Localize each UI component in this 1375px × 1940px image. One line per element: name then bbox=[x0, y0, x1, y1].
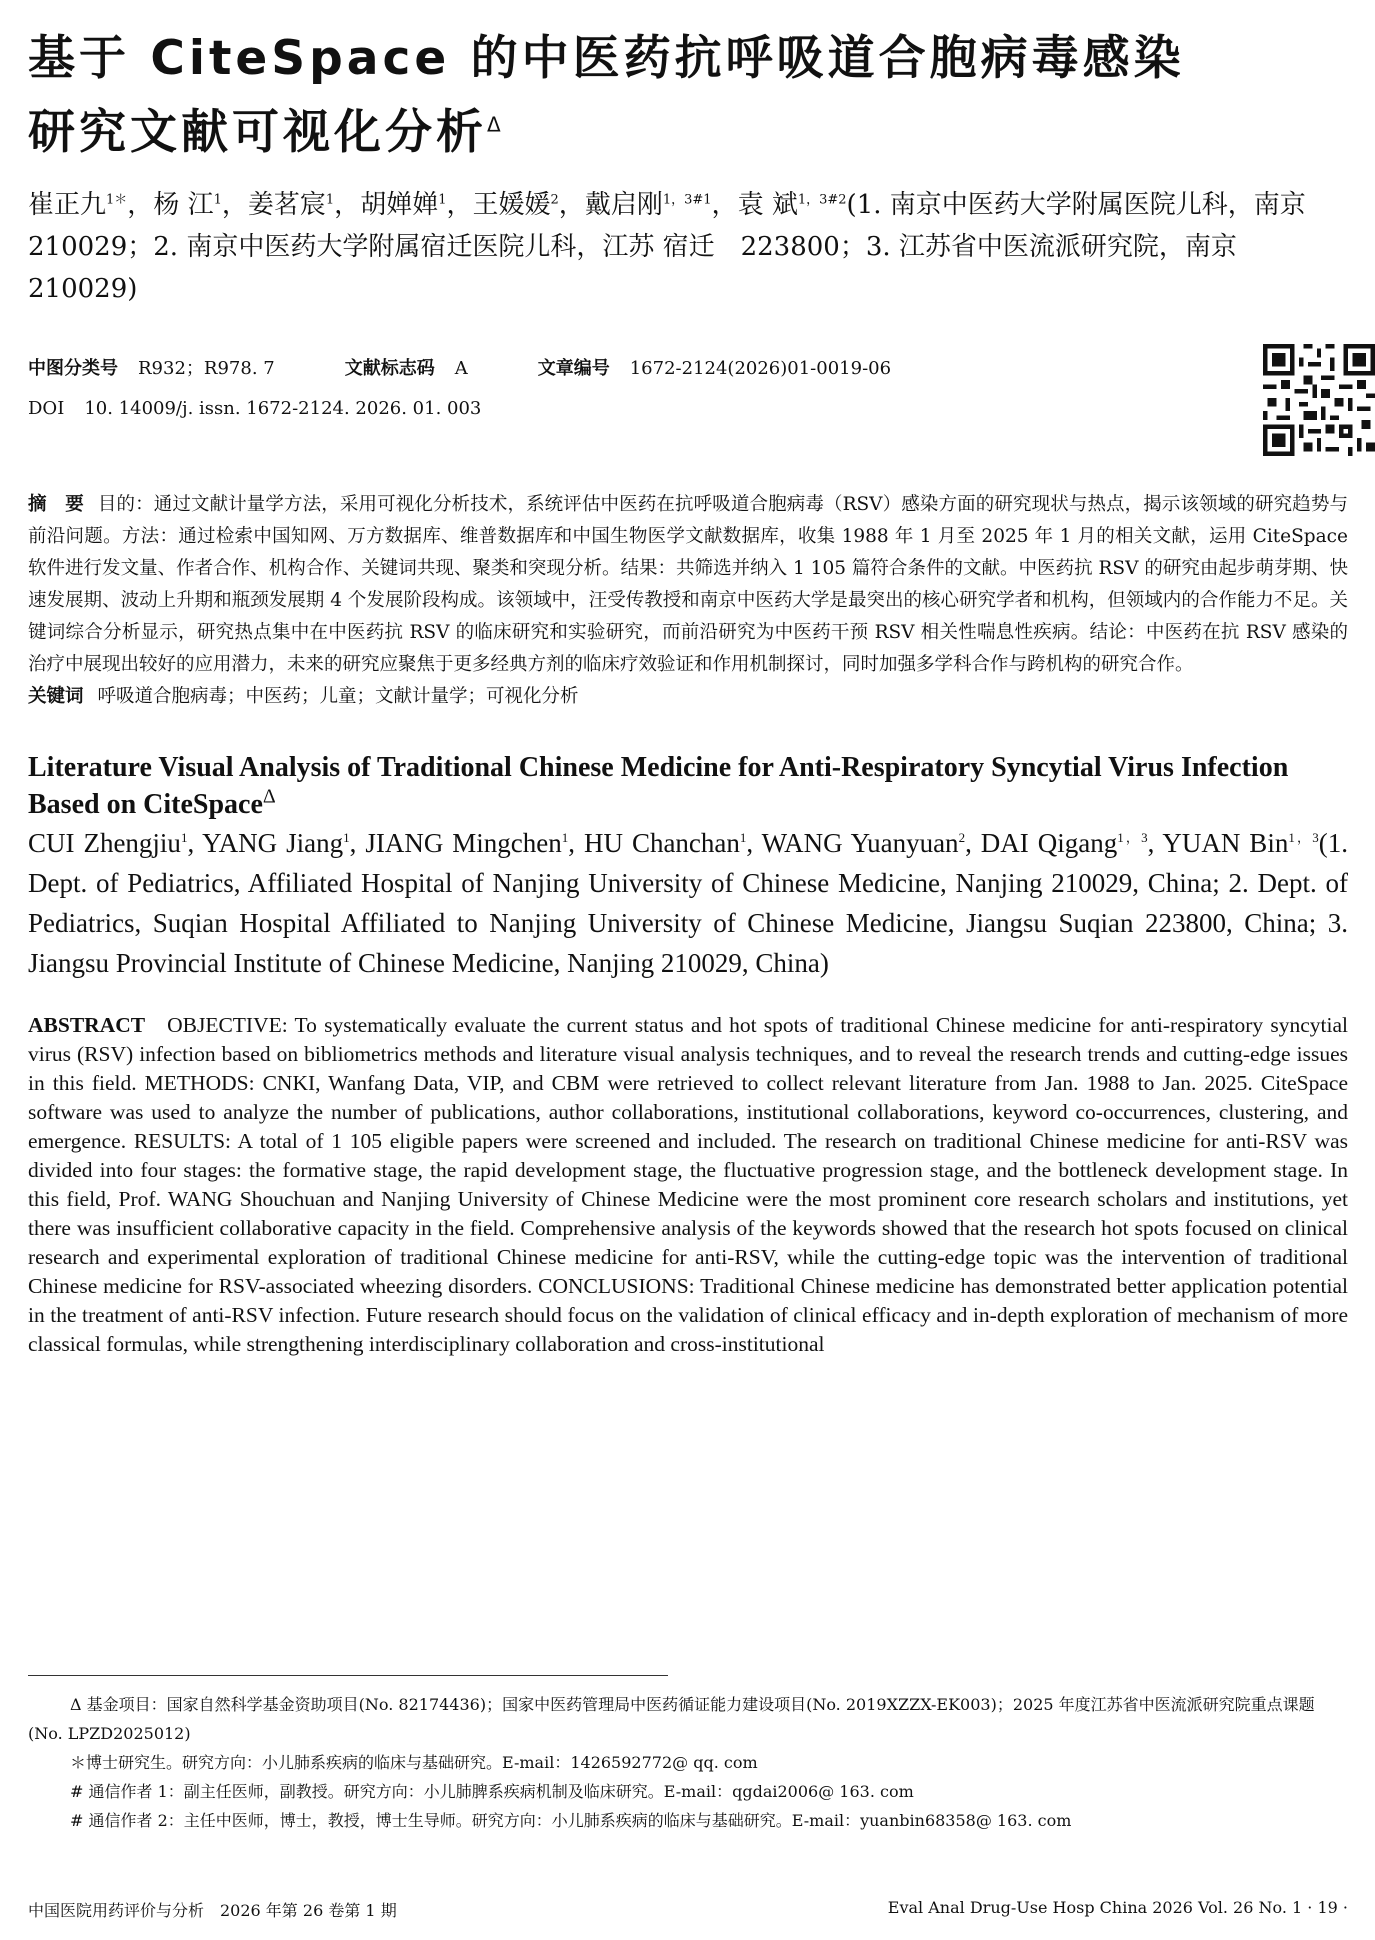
author-en-name: YANG Jiang bbox=[202, 828, 344, 858]
clc-label: 中图分类号 bbox=[28, 358, 118, 379]
doi-value: 10. 14009/j. issn. 1672-2124. 2026. 01. 003 bbox=[84, 398, 482, 419]
keywords-cn bbox=[28, 681, 1348, 713]
author-en-sup: 1，3 bbox=[1117, 830, 1148, 845]
author-cn-sup: 1 bbox=[213, 192, 222, 208]
title-en-text: Literature Visual Analysis of Traditional Chinese Medicine for Anti-Respiratory Syncytial Virus Infection Based on CiteSpace bbox=[28, 752, 1289, 820]
abstract-en bbox=[28, 1011, 1348, 1359]
footnote-rule bbox=[28, 1675, 668, 1676]
footnote-corresponding-1: # 通信作者 1：副主任医师，副教授。研究方向：小儿肺脾系疾病机制及临床研究。E-mail：qgdai2006@ 163. com bbox=[70, 1782, 914, 1801]
page-footer bbox=[28, 1898, 1348, 1921]
author-en-sup: 1 bbox=[561, 830, 569, 845]
abstract-en-text: OBJECTIVE: To systematically evaluate the current status and hot spots of traditional Chinese medicine for anti-respiratory syncytial virus (RSV) infection based on bibliometrics methods and literature visual analysis techniques, and to reveal the research trends and cutting-edge issues in this field. METHODS: CNKI, Wanfang Data, VIP, and CBM were retrieved to collect relevant literature from Jan. 1988 to Jan. 2025. CiteSpace software was used to analyze the number of publications, author collaborations, institutional collaborations, keyword co-occurrences, clustering, and emergence. RESULTS: A total of 1 105 eligible papers were screened and included. The research on traditional Chinese medicine for anti-RSV was divided into four stages: the formative stage, the rapid development stage, the fluctuative progression stage, and the bottleneck development stage. In this field, Prof. WANG Shouchuan and Nanjing University of Chinese Medicine were the most prominent core research scholars and institutions, yet there was insufficient collaborative capacity in the field. Comprehensive analysis of the keywords showed that the research hot spots focused on clinical research and experimental exploration of traditional Chinese medicine for anti-RSV, while the cutting-edge topic was the intervention of traditional Chinese medicine for RSV-associated wheezing disorders. CONCLUSIONS: Traditional Chinese medicine has demonstrated better application potential in the treatment of anti-RSV infection. Future research should focus on the validation of clinical efficacy and in-depth exploration of mechanism of more classical formulas, while strengthening interdisciplinary collaboration and cross-institutional bbox=[28, 1013, 1348, 1356]
clc-value: R932；R978. 7 bbox=[138, 358, 275, 379]
author-cn-name: 姜茗宸 bbox=[247, 190, 326, 220]
author-cn-sup: 2 bbox=[550, 192, 559, 208]
authors-en-block bbox=[28, 823, 1348, 983]
keywords-cn-text: 呼吸道合胞病毒；中医药；儿童；文献计量学；可视化分析 bbox=[97, 686, 579, 707]
article-no-value: 1672-2124(2026)01-0019-06 bbox=[629, 358, 892, 379]
author-cn-sup: 1＊ bbox=[106, 192, 128, 208]
author-en-sup: 1 bbox=[180, 830, 188, 845]
author-cn-name: 戴启刚 bbox=[584, 190, 663, 220]
author-en-name: JIANG Mingchen bbox=[365, 828, 562, 858]
authors-en-list: CUI Zhengjiu$^1$, YANG Jiang$^1$, JIANG Mingchen$^1$, HU Chanchan$^1$, WANG Yuanyuan$^2$, DAI Qigang$^{1,3}$, YUAN Bin$^{1,3}$ bbox=[28, 828, 1319, 858]
abstract-cn-label: 摘 要 bbox=[28, 494, 84, 515]
footnote-corresponding-2: # 通信作者 2：主任中医师，博士，教授，博士生导师。研究方向：小儿肺系疾病的临床与基础研究。E-mail：yuanbin68358@ 163. com bbox=[70, 1811, 1072, 1830]
title-en-mark: Δ bbox=[262, 785, 276, 808]
title-cn-line1: 基于 CiteSpace 的中医药抗呼吸道合胞病毒感染 bbox=[28, 31, 1185, 86]
doc-code-value: A bbox=[454, 358, 468, 379]
author-en-sup: 1，3 bbox=[1288, 830, 1319, 845]
author-cn-name: 杨 江 bbox=[153, 190, 214, 220]
author-en-name: DAI Qigang bbox=[980, 828, 1118, 858]
abstract-cn bbox=[28, 489, 1348, 681]
footnote-author: ＊博士研究生。研究方向：小儿肺系疾病的临床与基础研究。E-mail：1426592772@ qq. com bbox=[70, 1753, 758, 1772]
doc-code-label: 文献标志码 bbox=[344, 358, 435, 379]
author-cn-name: 王媛媛 bbox=[472, 190, 551, 220]
author-en-sup: 1 bbox=[343, 830, 350, 845]
footnotes bbox=[28, 1690, 1348, 1835]
article-page bbox=[28, 22, 1348, 1359]
author-en-name: HU Chanchan bbox=[583, 828, 740, 858]
author-cn-sup: 1，3#2 bbox=[797, 192, 847, 208]
title-cn-line2: 研究文献可视化分析 bbox=[28, 105, 487, 160]
keywords-cn-label: 关键词 bbox=[28, 686, 84, 707]
author-cn-sup: 1，3#1 bbox=[662, 192, 712, 208]
author-en-sup: 2 bbox=[958, 830, 966, 845]
footer-journal-en: Eval Anal Drug-Use Hosp China 2026 Vol. 26 No. 1 · 19 · bbox=[887, 1898, 1348, 1917]
title-mark: Δ bbox=[487, 112, 505, 137]
authors-cn-list: 崔正九$^{1*}$，杨 江$^1$，姜茗宸$^1$，胡婵婵$^1$，王媛媛$^2$，戴启刚$^{1,3\#1}$，袁 斌$^{1,3\#2}$ bbox=[28, 190, 847, 220]
authors-cn-block bbox=[28, 184, 1348, 310]
footnote-fund: Δ 基金项目：国家自然科学基金资助项目(No. 82174436)；国家中医药管理局中医药循证能力建设项目(No. 2019XZZX-EK003)；2025 年度江苏省中医流派研究院重点课题(No. LPZD2025012) bbox=[28, 1695, 1315, 1743]
title-cn bbox=[28, 22, 1348, 170]
author-en-name: YUAN Bin bbox=[1162, 828, 1289, 858]
abstract-en-label: ABSTRACT bbox=[28, 1013, 146, 1037]
author-en-sup: 1 bbox=[739, 830, 747, 845]
author-cn-name: 袁 斌 bbox=[737, 190, 798, 220]
qr-code-icon bbox=[1263, 344, 1375, 456]
meta-row bbox=[28, 354, 1348, 380]
affiliations-en: (1. Dept. of Pediatrics, Affiliated Hospital of Nanjing University of Chinese Medicine, Nanjing 210029, China; 2. Dept. of Pediatrics, Suqian Hospital Affiliated to Nanjing University of Chinese Medicine, Jiangsu Suqian 223800, China; 3. Jiangsu Provincial Institute of Chinese Medicine, Nanjing 210029, China) bbox=[28, 828, 1348, 978]
doi-label: DOI bbox=[28, 398, 65, 419]
author-cn-sup: 1 bbox=[325, 192, 335, 208]
affiliations-cn: (1. 南京中医药大学附属医院儿科，南京 210029；2. 南京中医药大学附属宿迁医院儿科，江苏 宿迁 223800；3. 江苏省中医流派研究院，南京 210029) bbox=[28, 190, 1332, 304]
author-cn-sup: 1 bbox=[438, 192, 447, 208]
author-en-name: CUI Zhengjiu bbox=[28, 828, 181, 858]
author-en-name: WANG Yuanyuan bbox=[761, 828, 959, 858]
title-en bbox=[28, 749, 1348, 823]
author-cn-name: 崔正九 bbox=[28, 190, 107, 220]
footer-journal-cn: 中国医院用药评价与分析 2026 年第 26 卷第 1 期 bbox=[28, 1901, 397, 1920]
author-cn-name: 胡婵婵 bbox=[360, 190, 439, 220]
abstract-cn-text: 目的：通过文献计量学方法，采用可视化分析技术，系统评估中医药在抗呼吸道合胞病毒（RSV）感染方面的研究现状与热点，揭示该领域的研究趋势与前沿问题。方法：通过检索中国知网、万方数据库、维普数据库和中国生物医学文献数据库，收集 1988 年 1 月至 2025 年 1 月的相关文献，运用 CiteSpace 软件进行发文量、作者合作、机构合作、关键词共现、聚类和突现分析。结果：共筛选并纳入 1 105 篇符合条件的文献。中医药抗 RSV 的研究由起步萌芽期、快速发展期、波动上升期和瓶颈发展期 4 个发展阶段构成。该领域中，汪受传教授和南京中医药大学是最突出的核心研究学者和机构，但领域内的合作能力不足。关键词综合分析显示，研究热点集中在中医药抗 RSV 的临床研究和实验研究，而前沿研究为中医药干预 RSV 相关性喘息性疾病。结论：中医药在抗 RSV 感染的治疗中展现出较好的应用潜力，未来的研究应聚焦于更多经典方剂的临床疗效验证和作用机制探讨，同时加强多学科合作与跨机构的研究合作。 bbox=[28, 494, 1348, 675]
article-no-label: 文章编号 bbox=[537, 358, 610, 379]
doi-row bbox=[28, 398, 1348, 419]
